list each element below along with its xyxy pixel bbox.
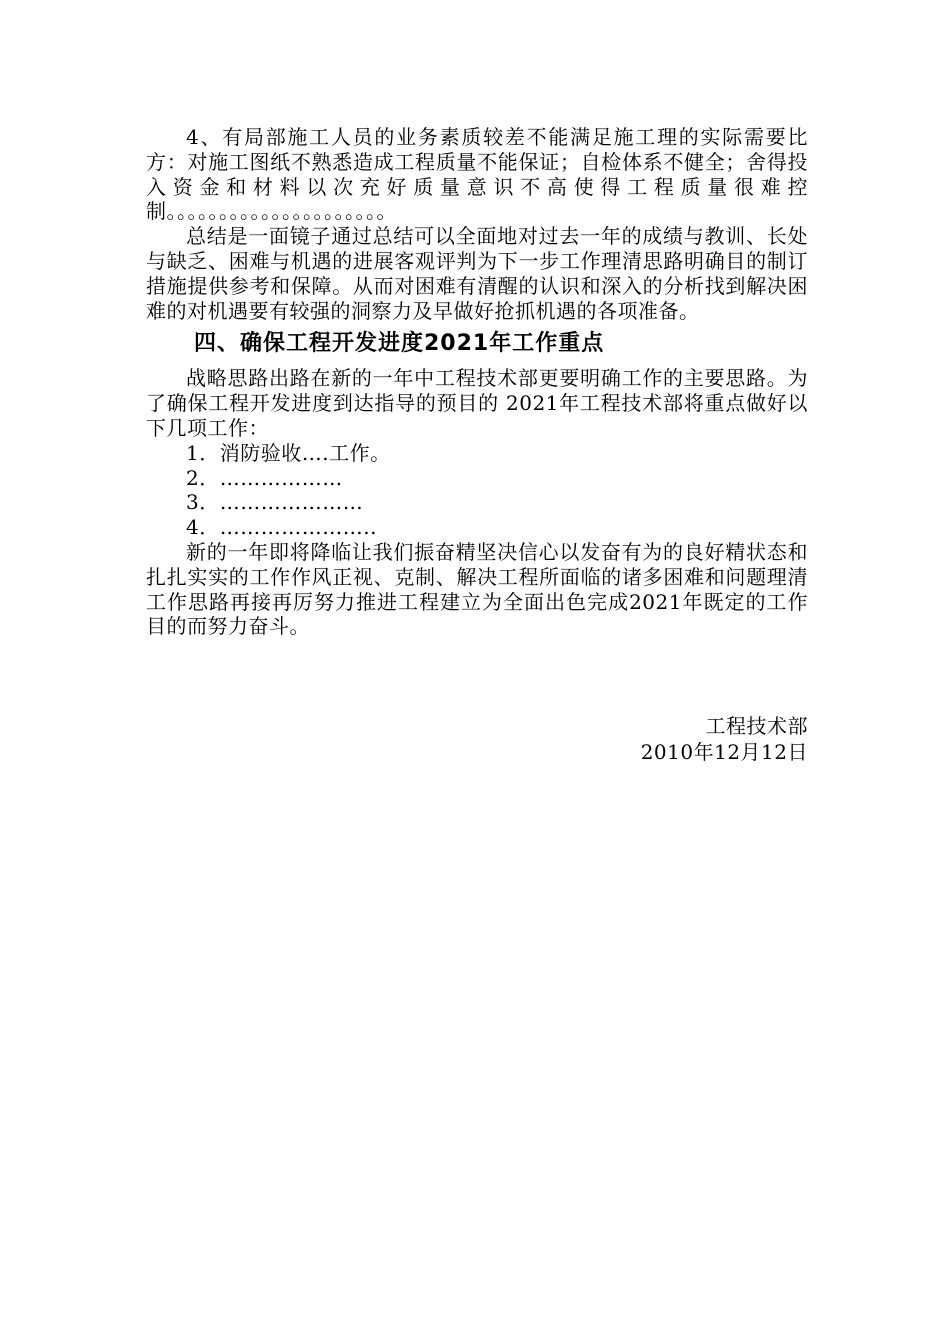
- paragraph-closing: 新的一年即将降临让我们振奋精坚决信心以发奋有为的良好精状态和扎扎实实的工作作风正视、克制、解决工程所面临的诸多困难和问题理清工作思路再接再厉努力推进工程建立为全面出色完成2021年既定的工作目的而努力奋斗。: [146, 539, 808, 639]
- work-item-list: [146, 441, 808, 540]
- list-item: 1．消防验收….工作。: [186, 440, 391, 465]
- list-item: 3．…………………: [186, 490, 364, 515]
- list-item: 2．………………: [186, 465, 343, 490]
- signature-block: [146, 713, 808, 765]
- document-page: [146, 125, 808, 765]
- paragraph-strategy: 战略思路出路在新的一年中工程技术部更要明确工作的主要思路。为了确保工程开发进度到达指导的预目的 2021年工程技术部将重点做好以下几项工作：: [146, 366, 808, 440]
- paragraph-quality-issues: 4、有局部施工人员的业务素质较差不能满足施工理的实际需要比方：对施工图纸不熟悉造成工程质量不能保证；自检体系不健全；舍得投入资金和材料以次充好质量意识不高使得工程质量很难控制。。。。。。。。。。。。。。。。。。。。。: [146, 125, 808, 224]
- signature-department: 工程技术部: [705, 714, 808, 739]
- paragraph-summary: 总结是一面镜子通过总结可以全面地对过去一年的成绩与教训、长处与缺乏、困难与机遇的进展客观评判为下一步工作理清思路明确目的制订措施提供参考和保障。从而对困难有清醒的认识和深入的分析找到解决困难的对机遇要有较强的洞察力及早做好抢抓机遇的各项准备。: [146, 224, 808, 323]
- list-item: 4．…………………..: [186, 515, 377, 540]
- signature-date: 2010年12月12日: [640, 740, 808, 765]
- section-heading: 四、确保工程开发进度2021年工作重点: [194, 331, 605, 357]
